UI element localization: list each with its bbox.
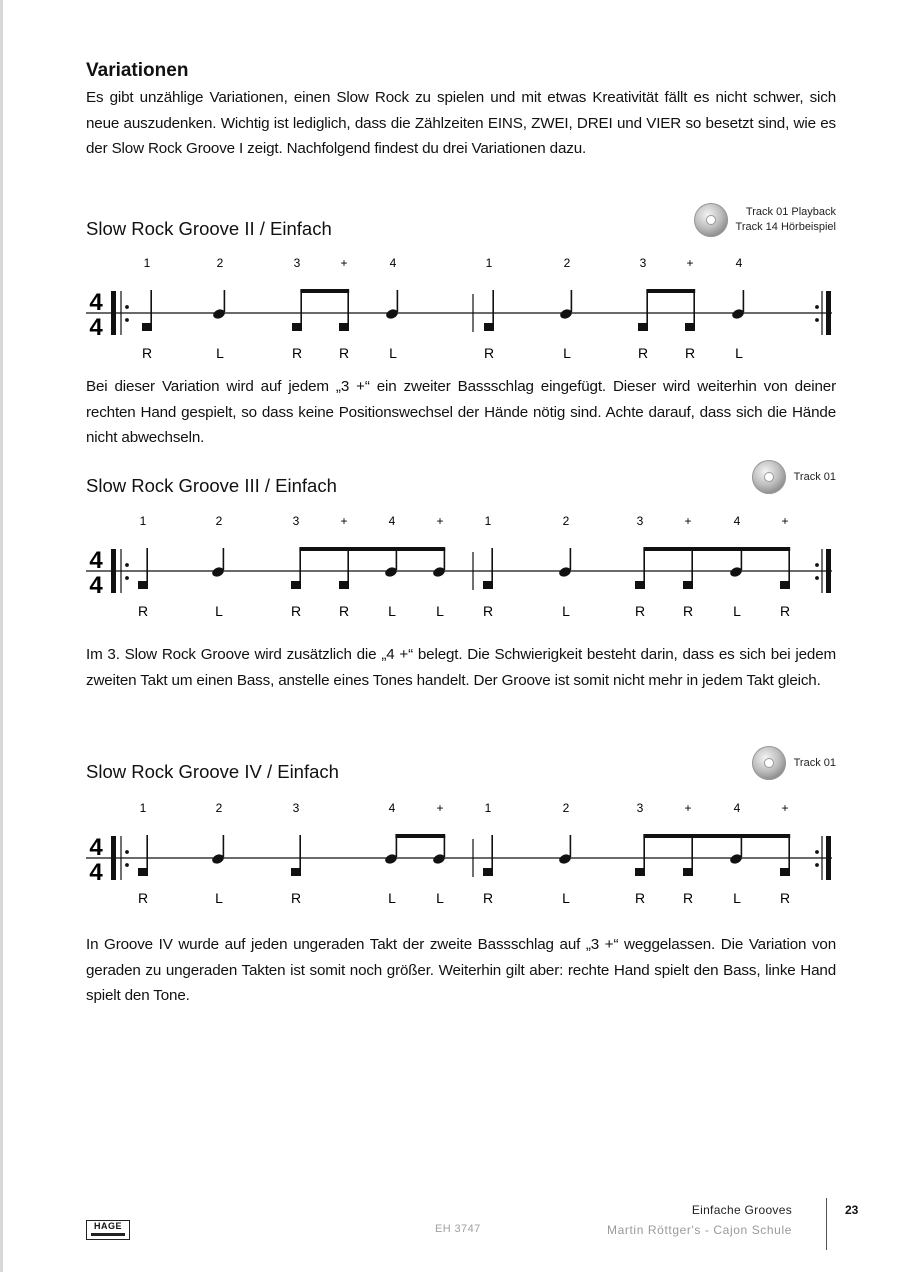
- count-label: 2: [215, 514, 223, 528]
- repeat-dot: [125, 305, 129, 309]
- count-label: 4: [733, 514, 741, 528]
- audio-track-badge[interactable]: [752, 460, 836, 494]
- cd-icon: [694, 203, 728, 237]
- hand-label: L: [388, 603, 396, 619]
- track-labels: [794, 470, 836, 485]
- hand-label: R: [684, 345, 696, 361]
- count-label: 1: [485, 256, 493, 270]
- note-beam: [643, 547, 790, 551]
- hand-label: R: [290, 603, 302, 619]
- repeat-start-thick-bar: [111, 836, 116, 880]
- time-signature-top: 4: [89, 289, 103, 316]
- section-title: Variationen: [86, 60, 189, 81]
- hand-label: R: [779, 603, 791, 619]
- count-label: +: [781, 514, 789, 528]
- hand-label: L: [216, 345, 224, 361]
- notation-staff: [0, 795, 900, 905]
- track-label: Track 01: [793, 470, 836, 483]
- count-label: +: [436, 514, 444, 528]
- hand-label: R: [291, 345, 303, 361]
- count-label: +: [340, 514, 348, 528]
- repeat-dot: [125, 863, 129, 867]
- repeat-end-thick-bar: [826, 291, 831, 335]
- track-labels: [794, 756, 836, 771]
- hand-label: R: [482, 603, 494, 619]
- repeat-dot: [815, 305, 819, 309]
- count-label: +: [684, 801, 692, 815]
- page-edge: [0, 0, 3, 1272]
- hand-label: R: [634, 890, 646, 906]
- groove-description: Bei dieser Variation wird auf jedem „3 +“ ein zweiter Bassschlag eingefügt. Dieser wird weiterhin von deiner rechten Hand gespielt, so dass keine Positionswechsel der Hände nötig sind. Achte darauf, dass sich die Hände nicht abwechseln.: [86, 378, 836, 446]
- groove-description: In Groove IV wurde auf jeden ungeraden Takt der zweite Bassschlag auf „3 +“ weggelassen. Die Variation von geraden zu ungeraden Takten ist somit noch größer. Weiterhin gilt aber: rechte Hand spielt den Bass, linke Hand spielt den Tone.: [86, 936, 836, 1004]
- groove-title: Slow Rock Groove IV / Einfach: [86, 761, 339, 782]
- note-beam: [643, 834, 790, 838]
- hand-label: R: [137, 603, 149, 619]
- hand-label: L: [733, 890, 741, 906]
- time-signature-top: 4: [89, 547, 103, 574]
- track-labels: [736, 205, 836, 235]
- publisher-logo: HAGE: [86, 1220, 130, 1240]
- count-label: +: [436, 801, 444, 815]
- repeat-start-thick-bar: [111, 291, 116, 335]
- count-label: 3: [293, 256, 301, 270]
- hand-label: R: [137, 890, 149, 906]
- hand-label: L: [562, 890, 570, 906]
- cd-icon: [752, 746, 786, 780]
- count-label: 3: [292, 801, 300, 815]
- note-beam: [395, 834, 445, 838]
- hand-label: R: [682, 603, 694, 619]
- hand-label: L: [388, 890, 396, 906]
- notation-staff: [0, 508, 900, 618]
- notation-staff: [0, 250, 900, 360]
- count-label: 3: [639, 256, 647, 270]
- hand-label: R: [682, 890, 694, 906]
- count-label: 2: [216, 256, 224, 270]
- count-label: 2: [562, 514, 570, 528]
- count-label: +: [781, 801, 789, 815]
- count-label: 4: [735, 256, 743, 270]
- repeat-dot: [815, 318, 819, 322]
- repeat-dot: [815, 563, 819, 567]
- count-label: 2: [563, 256, 571, 270]
- groove-title: Slow Rock Groove III / Einfach: [86, 475, 337, 496]
- repeat-start-thick-bar: [111, 549, 116, 593]
- hand-label: L: [215, 603, 223, 619]
- count-label: 3: [636, 514, 644, 528]
- audio-track-badge[interactable]: [694, 203, 836, 237]
- repeat-end-thick-bar: [826, 549, 831, 593]
- time-signature-bottom: 4: [89, 572, 103, 599]
- count-label: +: [340, 256, 348, 270]
- groove-description: Im 3. Slow Rock Groove wird zusätzlich die „4 +“ belegt. Die Schwierigkeit besteht darin, dass es sich bei jedem zweiten Takt um einen Bass, anstelle eines Tones handelt. Der Groove ist somit nicht mehr in jedem Takt gleich.: [86, 646, 836, 689]
- repeat-dot: [125, 318, 129, 322]
- hand-label: L: [436, 603, 444, 619]
- repeat-dot: [815, 576, 819, 580]
- hand-label: L: [735, 345, 743, 361]
- repeat-dot: [815, 850, 819, 854]
- hand-label: L: [436, 890, 444, 906]
- repeat-end-thick-bar: [826, 836, 831, 880]
- hand-label: R: [290, 890, 302, 906]
- count-label: +: [686, 256, 694, 270]
- repeat-dot: [125, 850, 129, 854]
- repeat-dot: [125, 563, 129, 567]
- note-beam: [299, 547, 445, 551]
- count-label: 4: [388, 514, 396, 528]
- track-label: Track 14 Hörbeispiel: [735, 221, 836, 233]
- time-signature-top: 4: [89, 834, 103, 861]
- footer-divider: [826, 1198, 827, 1250]
- count-label: 2: [562, 801, 570, 815]
- count-label: 3: [292, 514, 300, 528]
- footer-code: EH 3747: [435, 1223, 481, 1235]
- count-label: +: [684, 514, 692, 528]
- count-label: 1: [139, 801, 147, 815]
- hand-label: R: [637, 345, 649, 361]
- cd-icon: [752, 460, 786, 494]
- repeat-dot: [125, 576, 129, 580]
- repeat-dot: [815, 863, 819, 867]
- hand-label: R: [483, 345, 495, 361]
- hand-label: R: [141, 345, 153, 361]
- hand-label: R: [338, 603, 350, 619]
- note-beam: [300, 289, 349, 293]
- count-label: 2: [215, 801, 223, 815]
- hand-label: L: [733, 603, 741, 619]
- time-signature-bottom: 4: [89, 859, 103, 886]
- groove-title: Slow Rock Groove II / Einfach: [86, 218, 332, 239]
- count-label: 4: [388, 801, 396, 815]
- time-signature-bottom: 4: [89, 314, 103, 341]
- track-label: Track 01: [793, 756, 836, 769]
- hand-label: R: [338, 345, 350, 361]
- intro-paragraph: Es gibt unzählige Variationen, einen Slow Rock zu spielen und mit etwas Kreativität fällt es nicht schwer, sich neue auszudenken. Wichtig ist lediglich, dass die Zählzeiten EINS, ZWEI, DREI und VIER so besetzt sind, wie es der Slow Rock Groove I zeigt. Nachfolgend findest du drei Variationen dazu.: [86, 89, 836, 157]
- count-label: 4: [733, 801, 741, 815]
- hand-label: R: [634, 603, 646, 619]
- count-label: 1: [139, 514, 147, 528]
- count-label: 1: [484, 514, 492, 528]
- count-label: 1: [143, 256, 151, 270]
- page-number: 23: [845, 1203, 859, 1217]
- hand-label: L: [215, 890, 223, 906]
- count-label: 1: [484, 801, 492, 815]
- audio-track-badge[interactable]: [752, 746, 836, 780]
- hand-label: R: [482, 890, 494, 906]
- footer-book: Martin Röttger's - Cajon Schule: [607, 1223, 792, 1237]
- track-label: Track 01 Playback: [745, 206, 836, 218]
- hand-label: R: [779, 890, 791, 906]
- note-beam: [646, 289, 695, 293]
- count-label: 3: [636, 801, 644, 815]
- hand-label: L: [389, 345, 397, 361]
- hand-label: L: [562, 603, 570, 619]
- footer-chapter: Einfache Grooves: [691, 1203, 792, 1217]
- hand-label: L: [563, 345, 571, 361]
- count-label: 4: [389, 256, 397, 270]
